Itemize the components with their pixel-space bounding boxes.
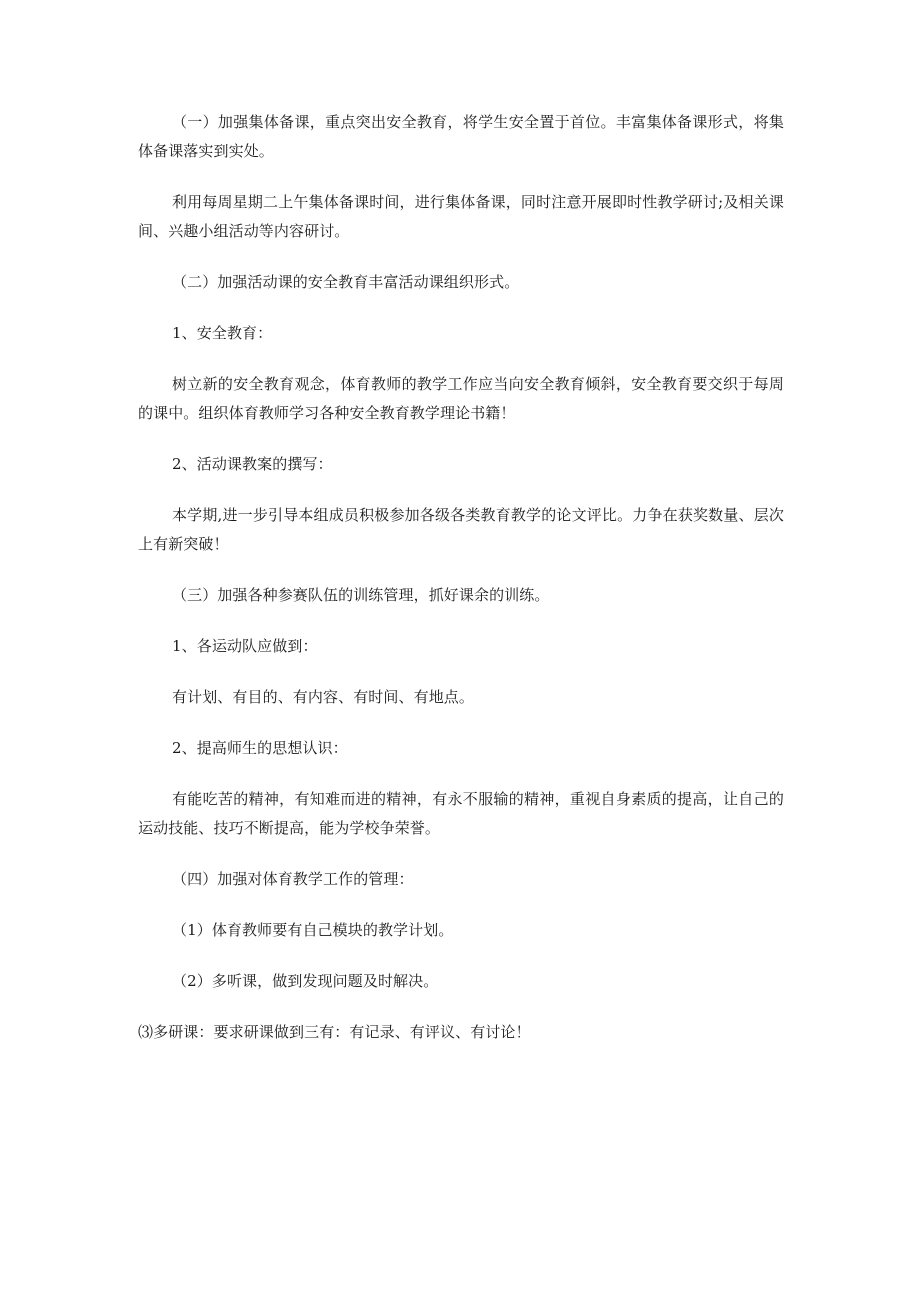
- paragraph-section-4-heading: （四）加强对体育教学工作的管理：: [172, 870, 414, 888]
- paragraph-lesson-plan-title: 2、活动课教案的撰写：: [172, 455, 333, 473]
- paragraph-collective-prep: 利用每周星期二上午集体备课时间，进行集体备课，同时注意开展即时性教学研讨;及相关课间、兴趣小组活动等内容研讨。: [138, 193, 784, 240]
- paragraph-item-2: （2）多听课，做到发现问题及时解决。: [172, 972, 439, 990]
- paragraph-lesson-plan-body: 本学期,进一步引导本组成员积极参加各级各类教育教学的论文评比。力争在获奖数量、层次上有新突破！: [138, 506, 784, 553]
- paragraph-section-2-heading: （二）加强活动课的安全教育丰富活动课组织形式。: [172, 273, 520, 291]
- paragraph-section-1-heading: （一）加强集体备课，重点突出安全教育，将学生安全置于首位。丰富集体备课形式，将集体备课落实到实处。: [138, 113, 784, 160]
- paragraph-safety-education-body: 树立新的安全教育观念，体育教师的教学工作应当向安全教育倾斜，安全教育要交织于每周的课中。组织体育教师学习各种安全教育教学理论书籍！: [138, 375, 784, 422]
- paragraph-teams-title: 1、各运动队应做到：: [172, 637, 318, 655]
- paragraph-item-1: （1）体育教师要有自己模块的教学计划。: [172, 921, 454, 939]
- paragraph-section-3-heading: （三）加强各种参赛队伍的训练管理，抓好课余的训练。: [172, 586, 550, 604]
- paragraph-awareness-body: 有能吃苦的精神，有知难而进的精神，有永不服输的精神，重视自身素质的提高，让自己的运动技能、技巧不断提高，能为学校争荣誉。: [138, 790, 784, 837]
- paragraph-teams-body: 有计划、有目的、有内容、有时间、有地点。: [172, 688, 475, 706]
- paragraph-awareness-title: 2、提高师生的思想认识：: [172, 739, 348, 757]
- document-body: [138, 108, 784, 1047]
- paragraph-item-3: ⑶多研课：要求研课做到三有：有记录、有评议、有讨论！: [138, 1023, 531, 1041]
- paragraph-safety-education-title: 1、安全教育：: [172, 324, 273, 342]
